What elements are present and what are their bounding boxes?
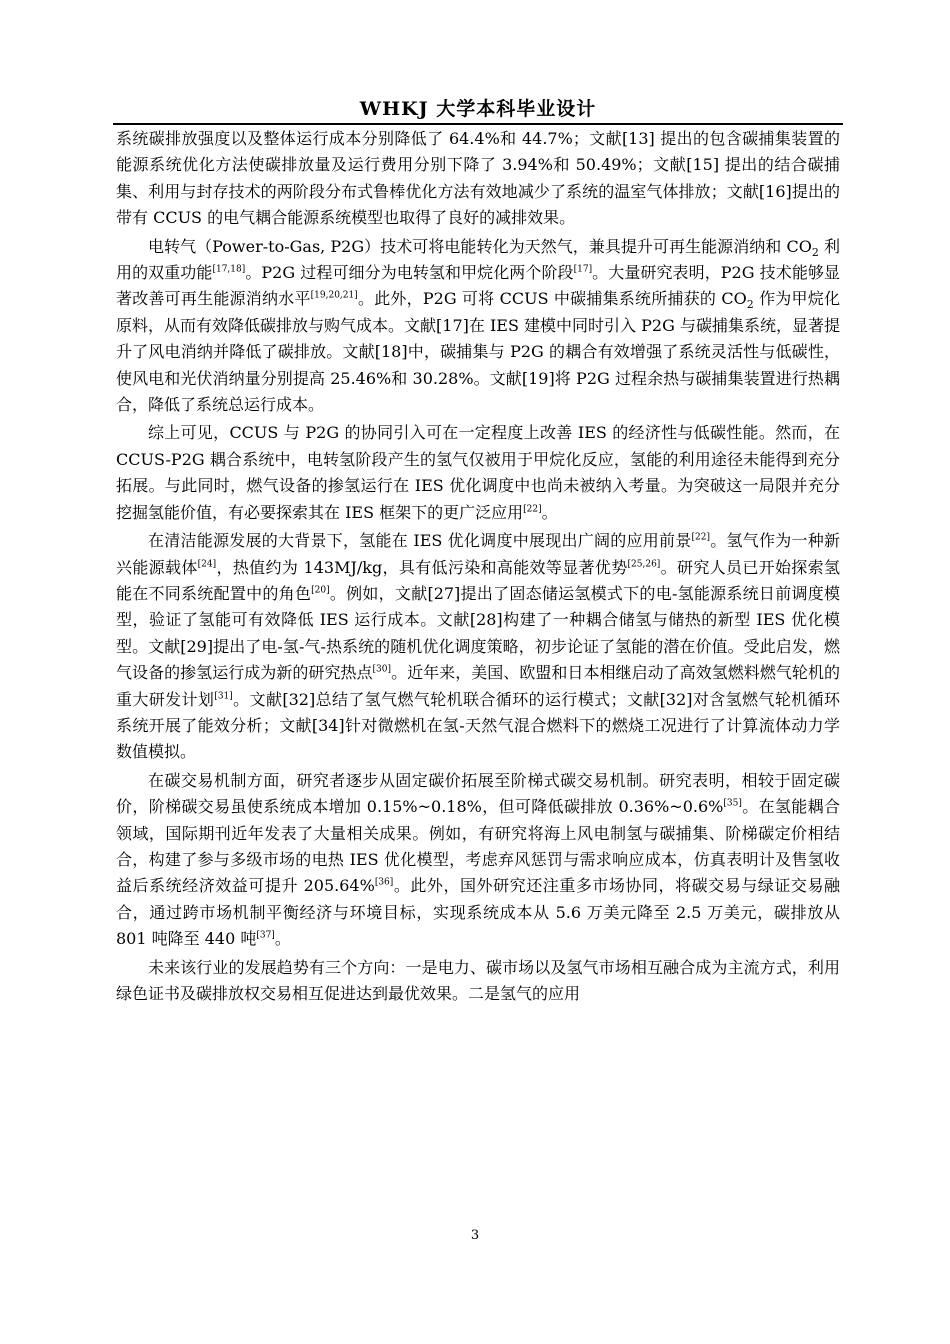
paragraph-text: 。此外，P2G 可将 CCUS 中碳捕集系统所捕获的 CO [357, 289, 747, 309]
paragraph-text: 未来该行业的发展趋势有三个方向：一是电力、碳市场以及氢气市场相互融合成为主流方式，利用绿色证书及碳排放权交易相互促进达到最优效果。二是氢气的应用 [116, 957, 840, 1003]
page-header-title: WHKJ 大学本科毕业设计 [359, 98, 597, 120]
paragraph-text: 综上可见，CCUS 与 P2G 的协同引入可在一定程度上改善 IES 的经济性与低碳性能。然而，在 CCUS-P2G 耦合系统中，电转氢阶段产生的氢气仅被用于甲烷化反应，氢能的利用途径未能得到充分拓展。与此同时，燃气设备的掺氢运行在 IES 优化调度中也尚未被纳入考量。为突破这一局限并充分挖掘氢能价值，有必要探索其在 IES 框架下的更广泛应用 [116, 423, 840, 522]
paragraph-text: 系统碳排放强度以及整体运行成本分别降低了 64.4%和 44.7%；文献[13] 提出的包含碳捕集装置的能源系统优化方法使碳排放量及运行费用分别下降了 3.94%和 50.49%；文献[15] 提出的结合碳捕集、利用与封存技术的两阶段分布式鲁棒优化方法有效地减少了系统的温室气体排放；文献[16]提出的带有 CCUS 的电气耦合能源系统模型也取得了良好的减排效果。 [116, 129, 840, 228]
citation-superscript: [19,20,21] [310, 291, 358, 302]
header-rule [113, 123, 843, 125]
paragraph-text: 。P2G 过程可细分为电转氢和甲烷化两个阶段 [245, 263, 574, 283]
citation-superscript: [17,18] [212, 264, 246, 275]
body-paragraph [116, 234, 840, 419]
paragraph-text: 作为甲烷化原料，从而有效降低碳排放与购气成本。文献[17]在 IES 建模中同时引入 P2G 与碳捕集系统，显著提升了风电消纳并降低了碳排放。文献[18]中，碳捕集与 P2G 的耦合有效增强了系统灵活性与低碳性，使风电和光伏消纳量分别提高 25.46%和 30.28%。文献[19]将 P2G 过程余热与碳捕集装置进行热耦合，降低了系统总运行成本。 [116, 289, 840, 415]
citation-superscript: [17] [573, 264, 593, 275]
paragraph-text: 。例如，文献[27]提出了固态储运氢模式下的电-氢能源系统日前调度模型，验证了氢能可有效降低 IES 运行成本。文献[28]构建了一种耦合储氢与储热的新型 IES 优化模型。文献[29]提出了电-氢-气-热系统的随机优化调度策略，初步论证了氢能的潜在价值。受此启发，燃气设备的掺氢运行成为新的研究热点 [116, 583, 840, 683]
paragraph-text: 。氢气作为一种新兴能源载体 [116, 531, 840, 577]
citation-superscript: [25,26] [627, 559, 661, 570]
body-paragraph [116, 955, 840, 1008]
subscript: 2 [811, 245, 819, 259]
citation-superscript: [35] [723, 798, 742, 809]
paragraph-text: 。大量研究表明，P2G 技术能够显著改善可再生能源消纳水平 [116, 263, 840, 309]
citation-superscript: [37] [256, 930, 275, 941]
body-paragraph [116, 768, 840, 953]
citation-superscript: [20] [311, 585, 330, 596]
citation-superscript: [36] [374, 878, 394, 889]
paragraph-text: 。近年来，美国、欧盟和日本相继启动了高效氢燃料燃气轮机的重大研发计划 [116, 663, 840, 709]
body-paragraph [116, 420, 840, 526]
paragraph-text: 。研究人员已开始探索氢能在不同系统配置中的角色 [116, 557, 840, 603]
paragraph-text: 电转气（Power-to-Gas, P2G）技术可将电能转化为天然气，兼具提升可再生能源消纳和 CO [148, 236, 812, 256]
body-paragraph [116, 528, 840, 766]
citation-superscript: [22] [691, 532, 710, 543]
paragraph-text: 。文献[32]总结了氢气燃气轮机联合循环的运行模式；文献[32]对含氢燃气轮机循环系统开展了能效分析；文献[34]针对微燃机在氢-天然气混合燃料下的燃烧工况进行了计算流体动力学数值模拟。 [116, 689, 840, 762]
paragraph-text: 。此外，国外研究还注重多市场协同，将碳交易与绿证交易融合，通过跨市场机制平衡经济与环境目标，实现系统成本从 5.6 万美元降至 2.5 万美元，碳排放从 801 吨降至 440 吨 [116, 876, 840, 949]
paragraph-text: 。在氢能耦合领域，国际期刊近年发表了大量相关成果。例如，有研究将海上风电制氢与碳捕集、阶梯碳定价相结合，构建了参与多级市场的电热 IES 优化模型，考虑弃风惩罚与需求响应成本，仿真表明计及售氢收益后系统经济效益可提升 205.64% [116, 797, 840, 896]
citation-superscript: [30] [372, 664, 392, 675]
paragraph-text: 在清洁能源发展的大背景下，氢能在 IES 优化调度中展现出广阔的应用前景 [148, 531, 692, 551]
paragraph-text: 利用的双重功能 [116, 236, 840, 283]
paragraph-text: 在碳交易机制方面，研究者逐步从固定碳价拓展至阶梯式碳交易机制。研究表明，相较于固定碳价，阶梯碳交易虽使系统成本增加 0.15%~0.18%，但可降低碳排放 0.36%~0.6% [116, 770, 840, 817]
subscript: 2 [746, 298, 754, 312]
citation-superscript: [31] [214, 691, 233, 702]
paragraph-text: 。 [274, 929, 291, 949]
citation-superscript: [24] [197, 559, 217, 570]
citation-superscript: [22] [523, 504, 542, 515]
paragraph-text: 。 [541, 502, 558, 522]
paragraph-text: ，热值约为 143MJ/kg，具有低污染和高能效等显著优势 [216, 557, 628, 577]
page-number: 3 [470, 1228, 480, 1243]
document-body [116, 126, 840, 1009]
body-paragraph [116, 126, 840, 232]
